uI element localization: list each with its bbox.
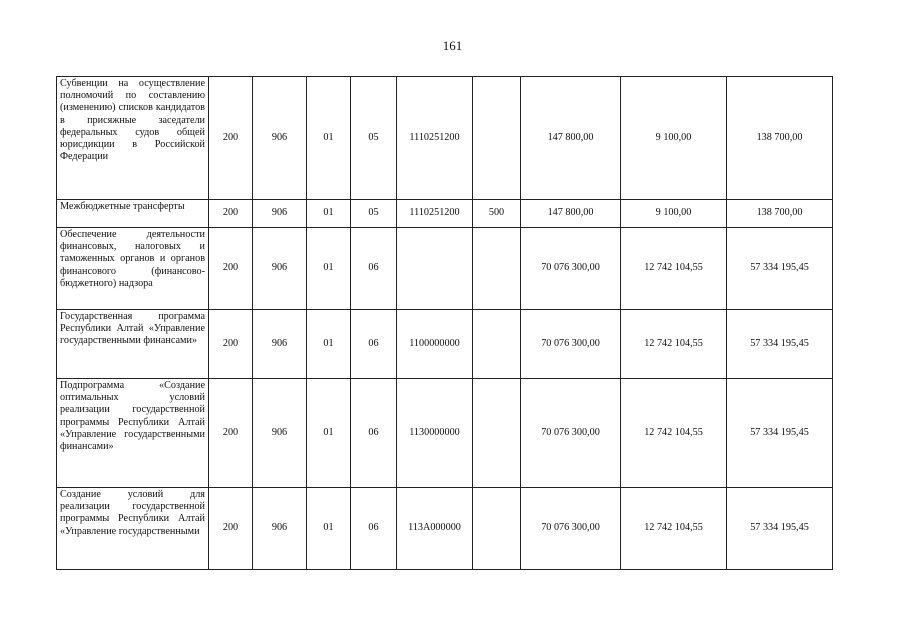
- table-row: [57, 379, 833, 488]
- cell-rz: 01: [307, 488, 351, 570]
- cell-rest: 138 700,00: [727, 200, 833, 228]
- cell-ved: 906: [253, 228, 307, 310]
- cell-rz: 01: [307, 77, 351, 200]
- cell-sum: 70 076 300,00: [521, 379, 621, 488]
- cell-code: 200: [209, 200, 253, 228]
- cell-pr: 06: [351, 310, 397, 379]
- cell-pr: 05: [351, 200, 397, 228]
- cell-csr: 1110251200: [397, 77, 473, 200]
- cell-vr: [473, 488, 521, 570]
- cell-csr: [397, 228, 473, 310]
- cell-code: 200: [209, 77, 253, 200]
- row-name: Подпрограмма «Создание оптимальных условий реализации государственной программы Республики Алтай «Управление государственными финансами»: [57, 379, 209, 488]
- cell-vr: [473, 310, 521, 379]
- cell-spent: 12 742 104,55: [621, 310, 727, 379]
- table-row: [57, 310, 833, 379]
- cell-rz: 01: [307, 200, 351, 228]
- cell-spent: 12 742 104,55: [621, 488, 727, 570]
- table-row: [57, 228, 833, 310]
- cell-spent: 9 100,00: [621, 77, 727, 200]
- cell-spent: 9 100,00: [621, 200, 727, 228]
- cell-rest: 138 700,00: [727, 77, 833, 200]
- cell-vr: [473, 379, 521, 488]
- cell-rz: 01: [307, 379, 351, 488]
- cell-sum: 70 076 300,00: [521, 488, 621, 570]
- cell-code: 200: [209, 228, 253, 310]
- cell-pr: 06: [351, 228, 397, 310]
- cell-rest: 57 334 195,45: [727, 310, 833, 379]
- page-number: 161: [442, 38, 463, 53]
- cell-csr: 1130000000: [397, 379, 473, 488]
- table-row: [57, 488, 833, 570]
- cell-sum: 70 076 300,00: [521, 310, 621, 379]
- cell-csr: 1110251200: [397, 200, 473, 228]
- row-name: Межбюджетные трансферты: [57, 200, 209, 228]
- cell-code: 200: [209, 379, 253, 488]
- cell-ved: 906: [253, 310, 307, 379]
- table-row: [57, 200, 833, 228]
- cell-code: 200: [209, 488, 253, 570]
- cell-spent: 12 742 104,55: [621, 228, 727, 310]
- budget-table: [56, 76, 833, 570]
- cell-vr: [473, 228, 521, 310]
- cell-code: 200: [209, 310, 253, 379]
- cell-ved: 906: [253, 77, 307, 200]
- cell-rz: 01: [307, 228, 351, 310]
- cell-pr: 05: [351, 77, 397, 200]
- cell-rest: 57 334 195,45: [727, 379, 833, 488]
- cell-spent: 12 742 104,55: [621, 379, 727, 488]
- cell-pr: 06: [351, 488, 397, 570]
- cell-csr: 1100000000: [397, 310, 473, 379]
- cell-ved: 906: [253, 379, 307, 488]
- cell-sum: 147 800,00: [521, 200, 621, 228]
- cell-vr: 500: [473, 200, 521, 228]
- cell-vr: [473, 77, 521, 200]
- cell-rest: 57 334 195,45: [727, 488, 833, 570]
- row-name: Государственная программа Республики Алтай «Управление государственными финансами»: [57, 310, 209, 379]
- row-name: Обеспечение деятельности финансовых, налоговых и таможенных органов и органов финансового (финансово-бюджетного) надзора: [57, 228, 209, 310]
- cell-sum: 147 800,00: [521, 77, 621, 200]
- row-name: Создание условий для реализации государственной программы Республики Алтай «Управление государственными: [57, 488, 209, 570]
- row-name: Субвенции на осуществление полномочий по составлению (изменению) списков кандидатов в присяжные заседатели федеральных судов общей юрисдикции в Российской Федерации: [57, 77, 209, 200]
- cell-rest: 57 334 195,45: [727, 228, 833, 310]
- cell-pr: 06: [351, 379, 397, 488]
- table-row: [57, 77, 833, 200]
- cell-ved: 906: [253, 200, 307, 228]
- cell-sum: 70 076 300,00: [521, 228, 621, 310]
- cell-csr: 113А000000: [397, 488, 473, 570]
- cell-rz: 01: [307, 310, 351, 379]
- cell-ved: 906: [253, 488, 307, 570]
